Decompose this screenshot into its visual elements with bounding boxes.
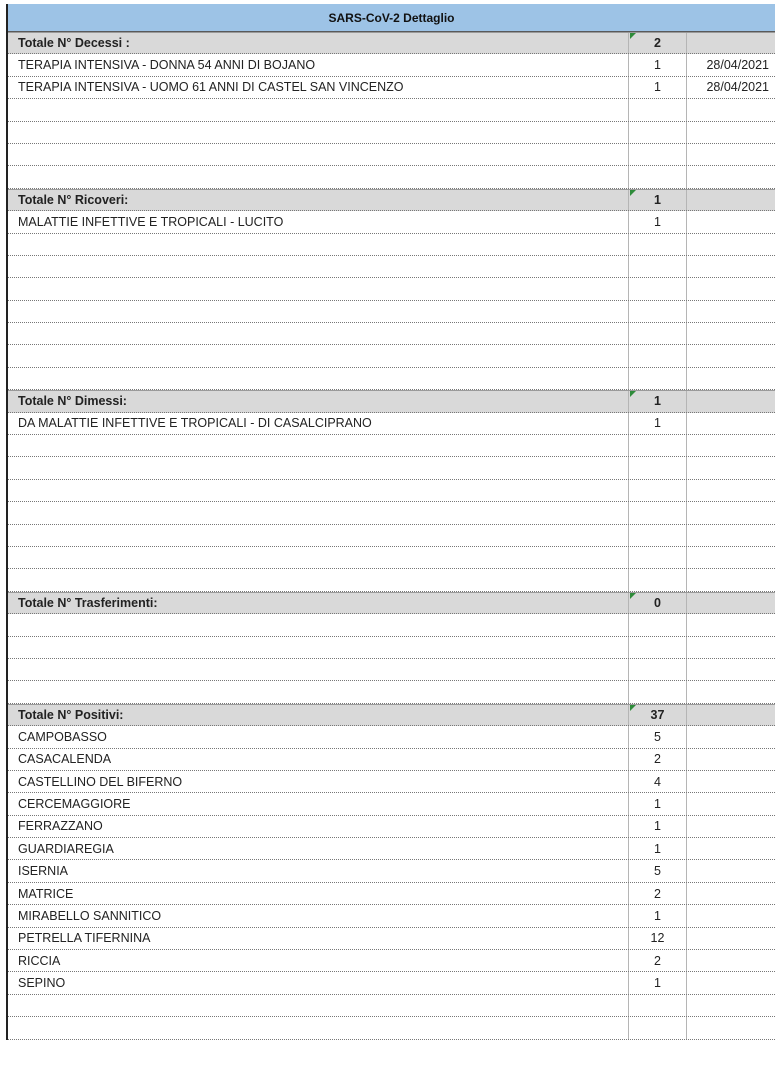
table-row (8, 659, 775, 681)
row-date[interactable] (687, 637, 775, 658)
table-row (8, 368, 775, 390)
row-date[interactable] (687, 883, 775, 904)
row-count[interactable]: 1 (629, 211, 687, 232)
table-row (8, 256, 775, 278)
table-row (8, 928, 775, 950)
row-description[interactable]: CASTELLINO DEL BIFERNO (8, 771, 629, 792)
row-description[interactable] (8, 144, 629, 165)
row-date[interactable]: 28/04/2021 (706, 80, 769, 95)
table-row (8, 77, 775, 99)
row-count[interactable] (629, 547, 687, 568)
section-label[interactable]: Totale N° Trasferimenti: (8, 593, 629, 613)
row-count[interactable]: 1 (629, 793, 687, 814)
row-count[interactable]: 2 (629, 749, 687, 770)
empty-cell[interactable] (687, 391, 775, 411)
row-count[interactable] (629, 502, 687, 523)
empty-cell[interactable] (687, 33, 775, 53)
row-count[interactable] (629, 234, 687, 255)
table-row (8, 166, 775, 188)
table-row (8, 122, 775, 144)
table-row (8, 569, 775, 591)
table-row (8, 749, 775, 771)
row-count[interactable] (629, 166, 687, 187)
row-date[interactable] (687, 995, 775, 1016)
table-row (8, 883, 775, 905)
row-description[interactable] (8, 368, 629, 389)
row-count[interactable]: 2 (629, 950, 687, 971)
table-row (8, 681, 775, 703)
table-row (8, 480, 775, 502)
row-count[interactable] (629, 122, 687, 143)
table-row (8, 793, 775, 815)
table-row (8, 860, 775, 882)
empty-cell[interactable] (687, 593, 775, 613)
row-date[interactable] (687, 726, 775, 747)
row-count[interactable]: 1 (629, 77, 687, 98)
row-date[interactable] (687, 860, 775, 881)
row-date[interactable] (687, 569, 775, 590)
row-count[interactable]: 1 (629, 972, 687, 993)
row-count[interactable] (629, 659, 687, 680)
cell-marker-icon (630, 593, 636, 599)
table-body (8, 32, 775, 1040)
row-date[interactable] (687, 278, 775, 299)
row-description[interactable] (8, 480, 629, 501)
row-date[interactable] (687, 413, 775, 434)
row-description[interactable] (8, 256, 629, 277)
row-description[interactable]: MIRABELLO SANNITICO (8, 905, 629, 926)
row-count[interactable] (629, 144, 687, 165)
row-date[interactable] (687, 749, 775, 770)
row-date[interactable] (687, 122, 775, 143)
row-count[interactable] (629, 323, 687, 344)
row-count[interactable] (629, 99, 687, 120)
row-count[interactable] (629, 345, 687, 366)
row-description[interactable]: TERAPIA INTENSIVA - DONNA 54 ANNI DI BOJANO (8, 54, 629, 75)
table-row (8, 144, 775, 166)
row-date[interactable] (687, 659, 775, 680)
row-date[interactable] (687, 771, 775, 792)
row-description[interactable] (8, 345, 629, 366)
row-description[interactable] (8, 457, 629, 478)
section-header-decessi (8, 32, 775, 54)
cell-marker-icon (630, 33, 636, 39)
row-count[interactable] (629, 995, 687, 1016)
table-row (8, 278, 775, 300)
row-description[interactable]: DA MALATTIE INFETTIVE E TROPICALI - DI CASALCIPRANO (8, 413, 629, 434)
row-description[interactable] (8, 1017, 629, 1038)
row-date[interactable] (687, 457, 775, 478)
row-date[interactable] (687, 1017, 775, 1038)
row-count[interactable] (629, 1017, 687, 1038)
table-row (8, 972, 775, 994)
row-date[interactable] (687, 480, 775, 501)
row-description[interactable]: CASACALENDA (8, 749, 629, 770)
row-date[interactable] (687, 301, 775, 322)
row-date[interactable] (687, 234, 775, 255)
row-description[interactable] (8, 502, 629, 523)
row-date[interactable] (687, 972, 775, 993)
row-date[interactable] (687, 681, 775, 702)
table-row (8, 771, 775, 793)
row-count[interactable] (629, 457, 687, 478)
table-row (8, 99, 775, 121)
row-count[interactable]: 4 (629, 771, 687, 792)
row-description[interactable]: MALATTIE INFETTIVE E TROPICALI - LUCITO (8, 211, 629, 232)
table-row (8, 838, 775, 860)
row-description[interactable] (8, 435, 629, 456)
section-total[interactable]: 0 (629, 593, 687, 613)
row-description[interactable]: CERCEMAGGIORE (8, 793, 629, 814)
table-row (8, 614, 775, 636)
section-label[interactable]: Totale N° Dimessi: (8, 391, 629, 411)
row-description[interactable] (8, 122, 629, 143)
row-date[interactable] (687, 793, 775, 814)
row-description[interactable] (8, 547, 629, 568)
row-description[interactable]: ISERNIA (8, 860, 629, 881)
spreadsheet (6, 4, 775, 1040)
row-count[interactable] (629, 368, 687, 389)
row-description[interactable]: CAMPOBASSO (8, 726, 629, 747)
row-date[interactable] (687, 950, 775, 971)
section-total[interactable]: 2 (629, 33, 687, 53)
table-row (8, 905, 775, 927)
row-description[interactable]: SEPINO (8, 972, 629, 993)
row-description[interactable]: GUARDIAREGIA (8, 838, 629, 859)
table-row (8, 547, 775, 569)
table-row (8, 995, 775, 1017)
row-date[interactable] (687, 211, 775, 232)
row-date[interactable] (687, 816, 775, 837)
row-count[interactable]: 1 (629, 838, 687, 859)
sheet-title: SARS-CoV-2 Dettaglio (8, 4, 775, 32)
row-date[interactable] (687, 502, 775, 523)
row-count[interactable] (629, 614, 687, 635)
table-row (8, 457, 775, 479)
row-description[interactable] (8, 681, 629, 702)
row-count[interactable] (629, 256, 687, 277)
section-header-positivi (8, 704, 775, 726)
table-row (8, 211, 775, 233)
row-date[interactable] (687, 323, 775, 344)
table-row (8, 435, 775, 457)
row-description[interactable]: RICCIA (8, 950, 629, 971)
row-count[interactable] (629, 278, 687, 299)
row-description[interactable] (8, 569, 629, 590)
table-row (8, 301, 775, 323)
row-count[interactable] (629, 435, 687, 456)
table-row (8, 816, 775, 838)
cell-marker-icon (630, 391, 636, 397)
row-description[interactable] (8, 99, 629, 120)
row-date[interactable] (687, 928, 775, 949)
row-count[interactable] (629, 525, 687, 546)
row-date[interactable]: 28/04/2021 (706, 58, 769, 73)
row-date[interactable] (687, 905, 775, 926)
section-label[interactable]: Totale N° Ricoveri: (8, 190, 629, 210)
row-description[interactable]: FERRAZZANO (8, 816, 629, 837)
row-description[interactable] (8, 659, 629, 680)
row-date[interactable] (687, 838, 775, 859)
row-count[interactable] (629, 569, 687, 590)
cell-marker-icon (630, 190, 636, 196)
table-row (8, 525, 775, 547)
table-row (8, 1017, 775, 1039)
section-header-ricoveri (8, 189, 775, 211)
row-date[interactable] (687, 525, 775, 546)
row-count[interactable]: 1 (629, 816, 687, 837)
table-row (8, 54, 775, 76)
empty-cell[interactable] (687, 705, 775, 725)
row-date[interactable] (687, 368, 775, 389)
section-label[interactable]: Totale N° Positivi: (8, 705, 629, 725)
table-row (8, 726, 775, 748)
row-description[interactable] (8, 614, 629, 635)
row-count[interactable]: 1 (629, 905, 687, 926)
row-date[interactable] (687, 435, 775, 456)
row-description[interactable]: TERAPIA INTENSIVA - UOMO 61 ANNI DI CASTEL SAN VINCENZO (8, 77, 629, 98)
row-description[interactable] (8, 637, 629, 658)
section-total[interactable]: 37 (629, 705, 687, 725)
row-description[interactable]: MATRICE (8, 883, 629, 904)
section-header-trasferimenti (8, 592, 775, 614)
row-count[interactable] (629, 301, 687, 322)
row-date[interactable] (687, 144, 775, 165)
row-count[interactable] (629, 637, 687, 658)
row-description[interactable] (8, 166, 629, 187)
row-date[interactable] (687, 166, 775, 187)
table-row (8, 637, 775, 659)
empty-cell[interactable] (687, 190, 775, 210)
row-count[interactable] (629, 480, 687, 501)
row-description[interactable] (8, 525, 629, 546)
table-row (8, 413, 775, 435)
row-description[interactable] (8, 234, 629, 255)
row-count[interactable]: 1 (629, 413, 687, 434)
row-description[interactable] (8, 278, 629, 299)
table-row (8, 323, 775, 345)
row-count[interactable]: 1 (629, 54, 687, 75)
table-row (8, 345, 775, 367)
table-row (8, 234, 775, 256)
table-row (8, 950, 775, 972)
row-count[interactable]: 5 (629, 726, 687, 747)
cell-marker-icon (630, 705, 636, 711)
row-date[interactable] (687, 99, 775, 120)
row-count[interactable] (629, 681, 687, 702)
table-row (8, 502, 775, 524)
row-count[interactable]: 2 (629, 883, 687, 904)
row-date[interactable] (687, 547, 775, 568)
row-description[interactable]: PETRELLA TIFERNINA (8, 928, 629, 949)
row-description[interactable] (8, 995, 629, 1016)
row-count[interactable]: 12 (629, 928, 687, 949)
row-date[interactable] (687, 256, 775, 277)
row-count[interactable]: 5 (629, 860, 687, 881)
row-description[interactable] (8, 323, 629, 344)
section-total[interactable]: 1 (629, 190, 687, 210)
section-label[interactable]: Totale N° Decessi : (8, 33, 629, 53)
row-date[interactable] (687, 614, 775, 635)
section-total[interactable]: 1 (629, 391, 687, 411)
row-description[interactable] (8, 301, 629, 322)
row-date[interactable] (687, 345, 775, 366)
section-header-dimessi (8, 390, 775, 412)
